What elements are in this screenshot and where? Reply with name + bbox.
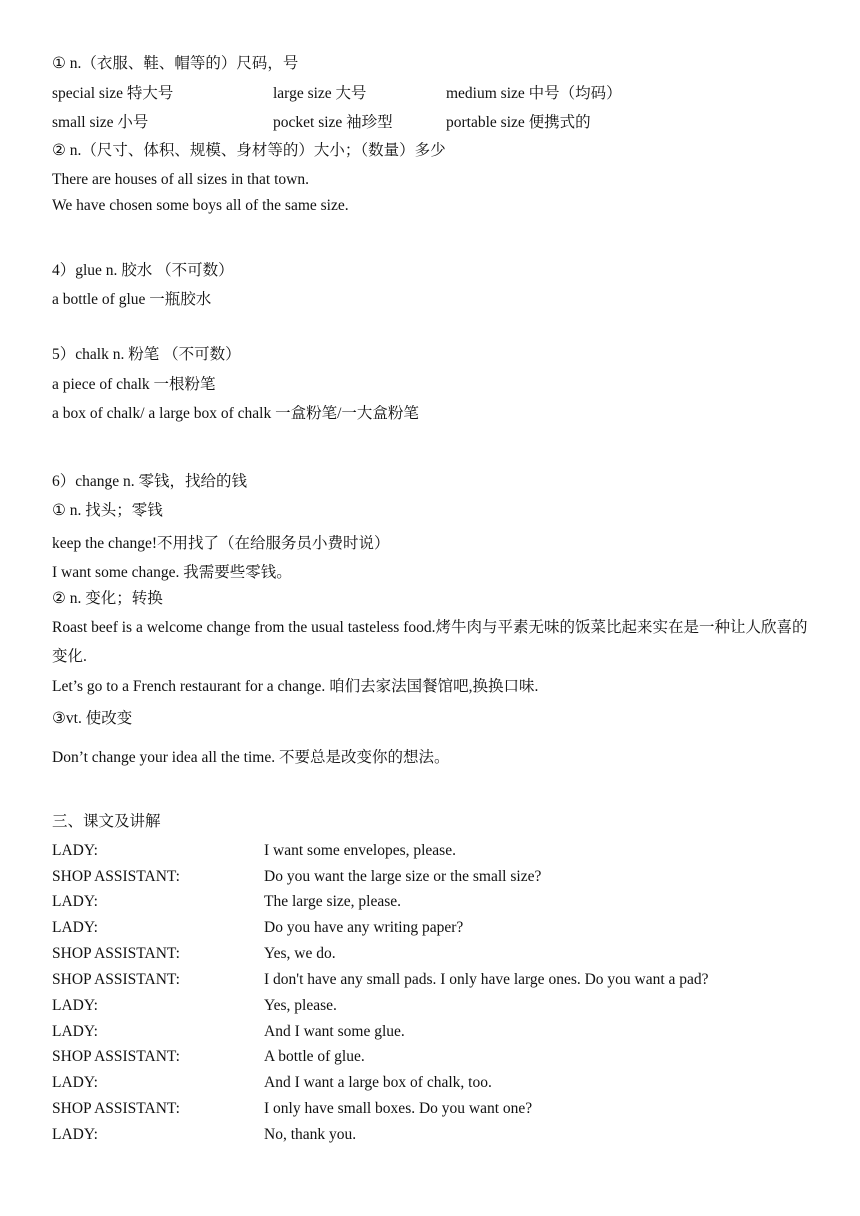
size-example-1: There are houses of all sizes in that town. — [52, 171, 309, 188]
phrase-portable-size: portable size 便携式的 — [446, 114, 591, 131]
dialogue-speaker: SHOP ASSISTANT: — [52, 1100, 180, 1117]
dialogue-line: Do you have any writing paper? — [264, 919, 464, 936]
chalk-example-1: a piece of chalk 一根粉笔 — [52, 376, 216, 393]
dialogue-line: And I want some glue. — [264, 1023, 405, 1040]
chalk-heading: 5）chalk n. 粉笔 （不可数） — [52, 346, 241, 363]
dialogue-speaker: LADY: — [52, 1023, 98, 1040]
size-meaning-1: ① n.（衣服、鞋、帽等的）尺码，号 — [52, 55, 299, 72]
change-heading: 6）change n. 零钱，找给的钱 — [52, 473, 248, 490]
dialogue-line: And I want a large box of chalk, too. — [264, 1074, 492, 1091]
phrase-medium-size: medium size 中号（均码） — [446, 85, 622, 102]
phrase-special-size: special size 特大号 — [52, 85, 174, 102]
dialogue-speaker: LADY: — [52, 997, 98, 1014]
dialogue-line: I only have small boxes. Do you want one? — [264, 1100, 533, 1117]
dialogue-line: Do you want the large size or the small size? — [264, 868, 542, 885]
dialogue-speaker: SHOP ASSISTANT: — [52, 945, 180, 962]
glue-heading: 4）glue n. 胶水 （不可数） — [52, 262, 234, 279]
phrase-large-size: large size 大号 — [273, 85, 367, 102]
dialogue-speaker: LADY: — [52, 842, 98, 859]
dialogue-speaker: LADY: — [52, 893, 98, 910]
dialogue-line: A bottle of glue. — [264, 1048, 365, 1065]
dialogue-speaker: SHOP ASSISTANT: — [52, 1048, 180, 1065]
change-example-4: Let’s go to a French restaurant for a change. 咱们去家法国餐馆吧,换换口味. — [52, 678, 539, 695]
dialogue-line: I don't have any small pads. I only have large ones. Do you want a pad? — [264, 971, 709, 988]
dialogue-line: The large size, please. — [264, 893, 401, 910]
dialogue-line: Yes, we do. — [264, 945, 336, 962]
phrase-pocket-size: pocket size 袖珍型 — [273, 114, 393, 131]
change-meaning-3: ③vt. 使改变 — [52, 710, 133, 727]
dialogue-line: No, thank you. — [264, 1126, 357, 1143]
change-meaning-2: ② n. 变化；转换 — [52, 590, 163, 607]
dialogue-line: I want some envelopes, please. — [264, 842, 456, 859]
dialogue-speaker: SHOP ASSISTANT: — [52, 971, 180, 988]
change-meaning-1: ① n. 找头；零钱 — [52, 502, 163, 519]
change-example-3: Roast beef is a welcome change from the usual tasteless food.烤牛肉与平素无味的饭菜比起来实在是一种让人欣喜的变化. — [52, 619, 808, 665]
dialogue-line: Yes, please. — [264, 997, 337, 1014]
size-meaning-2: ② n.（尺寸、体积、规模、身材等的）大小；（数量）多少 — [52, 142, 446, 159]
lesson-heading: 三、课文及讲解 — [52, 813, 161, 830]
phrase-small-size: small size 小号 — [52, 114, 149, 131]
change-example-1: keep the change!不用找了（在给服务员小费时说） — [52, 535, 390, 552]
change-example-2: I want some change. 我需要些零钱。 — [52, 564, 292, 581]
dialogue-speaker: SHOP ASSISTANT: — [52, 868, 180, 885]
dialogue-speaker: LADY: — [52, 1074, 98, 1091]
change-example-5: Don’t change your idea all the time. 不要总是改变你的想法。 — [52, 749, 450, 766]
dialogue-speaker: LADY: — [52, 919, 98, 936]
dialogue-speaker: LADY: — [52, 1126, 98, 1143]
size-example-2: We have chosen some boys all of the same size. — [52, 197, 349, 214]
glue-example: a bottle of glue 一瓶胶水 — [52, 291, 212, 308]
chalk-example-2: a box of chalk/ a large box of chalk 一盒粉笔/一大盒粉笔 — [52, 405, 419, 422]
